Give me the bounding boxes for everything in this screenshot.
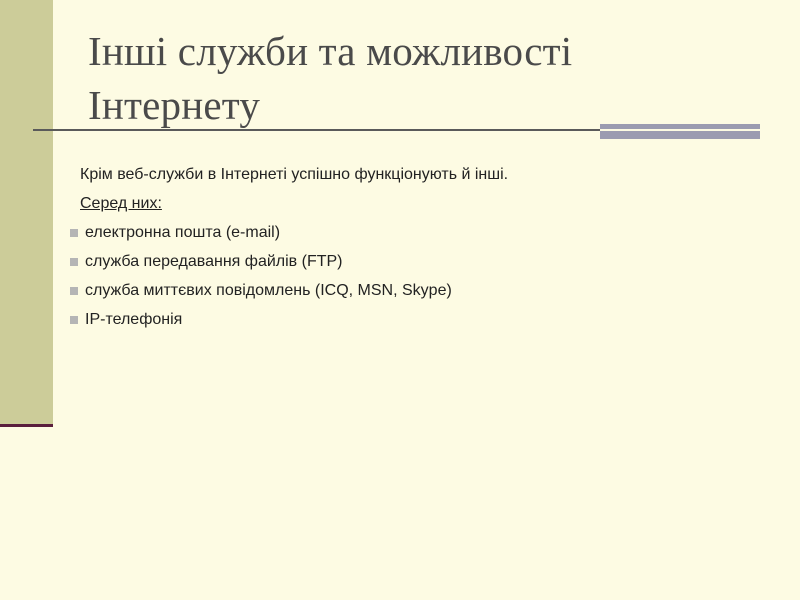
square-bullet-icon xyxy=(70,229,78,237)
list-item xyxy=(70,247,770,276)
side-decoration-line xyxy=(0,424,53,427)
intro-line-1: Крім веб-служби в Інтернеті успішно функціонують й інші. xyxy=(80,166,509,183)
intro-line-2: Серед них: xyxy=(80,195,162,212)
list-item xyxy=(70,276,770,305)
services-list xyxy=(70,218,770,334)
list-item xyxy=(70,305,770,334)
list-item-label: електронна пошта (e-mail) xyxy=(85,224,281,241)
square-bullet-icon xyxy=(70,287,78,295)
list-item xyxy=(70,218,770,247)
slide-title: Інші служби та можливості Інтернету xyxy=(88,28,573,128)
list-item-label: служба миттєвих повідомлень (ICQ, MSN, Skype) xyxy=(85,282,452,299)
intro-text xyxy=(70,160,770,189)
square-bullet-icon xyxy=(70,258,78,266)
slide-body xyxy=(70,160,770,334)
title-divider-bar-gap xyxy=(600,129,760,131)
intro-subheading xyxy=(70,189,770,218)
title-divider xyxy=(33,129,600,131)
side-decoration-band xyxy=(0,0,53,425)
title-divider-bar xyxy=(600,124,760,139)
list-item-label: служба передавання файлів (FTP) xyxy=(85,253,343,270)
square-bullet-icon xyxy=(70,316,78,324)
list-item-label: IP-телефонія xyxy=(85,311,183,328)
